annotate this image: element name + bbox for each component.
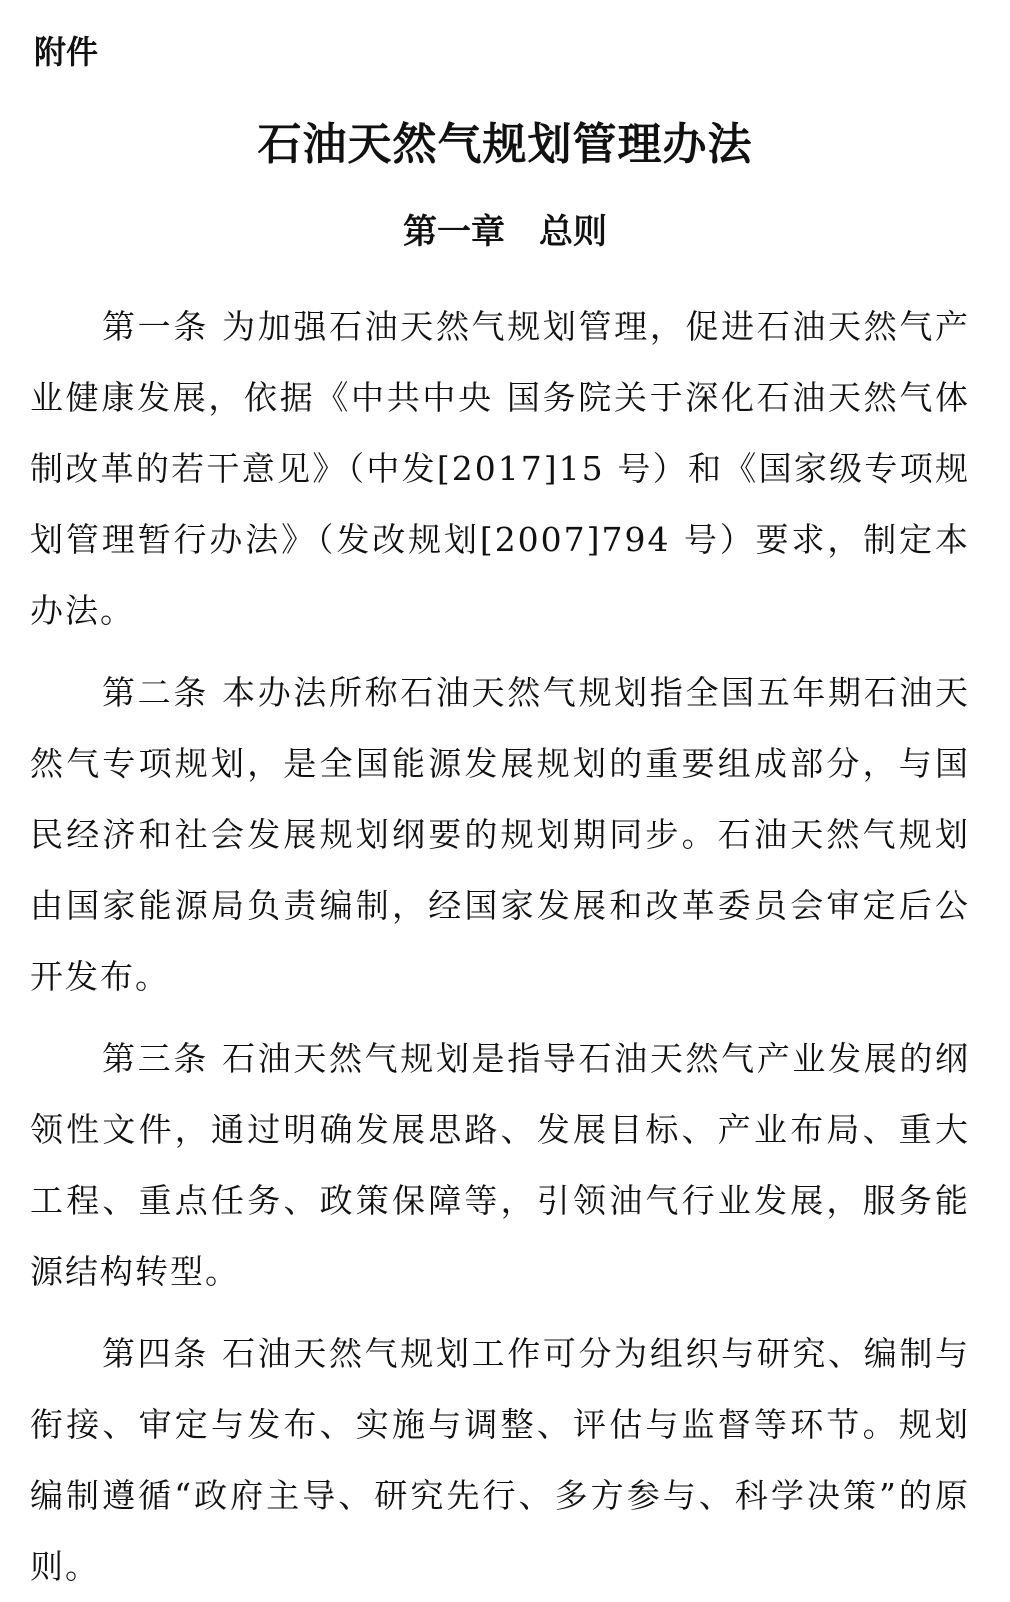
- attachment-label: 附件: [34, 33, 99, 71]
- article-1: 第一条 为加强石油天然气规划管理，促进石油天然气产业健康发展，依据《中共中央 国务院关于深化石油天然气体制改革的若干意见》（中发[2017]15 号）和《国家级专项规划管理暂行办法》（发改规划[2007]794 号）要求，制定本办法。: [30, 307, 970, 630]
- article-3: 第三条 石油天然气规划是指导石油天然气产业发展的纲领性文件，通过明确发展思路、发展目标、产业布局、重大工程、重点任务、政策保障等，引领油气行业发展，服务能源结构转型。: [30, 1039, 970, 1291]
- chapter-heading: 第一章 总则: [403, 212, 607, 252]
- article-2: 第二条 本办法所称石油天然气规划指全国五年期石油天然气专项规划，是全国能源发展规划的重要组成部分，与国民经济和社会发展规划纲要的规划期同步。石油天然气规划由国家能源局负责编制，经国家发展和改革委员会审定后公开发布。: [30, 673, 970, 996]
- article-4: 第四条 石油天然气规划工作可分为组织与研究、编制与衔接、审定与发布、实施与调整、评估与监督等环节。规划编制遵循“政府主导、研究先行、多方参与、科学决策”的原则。: [30, 1334, 970, 1586]
- document-body: [30, 291, 970, 1602]
- document-title: 石油天然气规划管理办法: [257, 119, 753, 170]
